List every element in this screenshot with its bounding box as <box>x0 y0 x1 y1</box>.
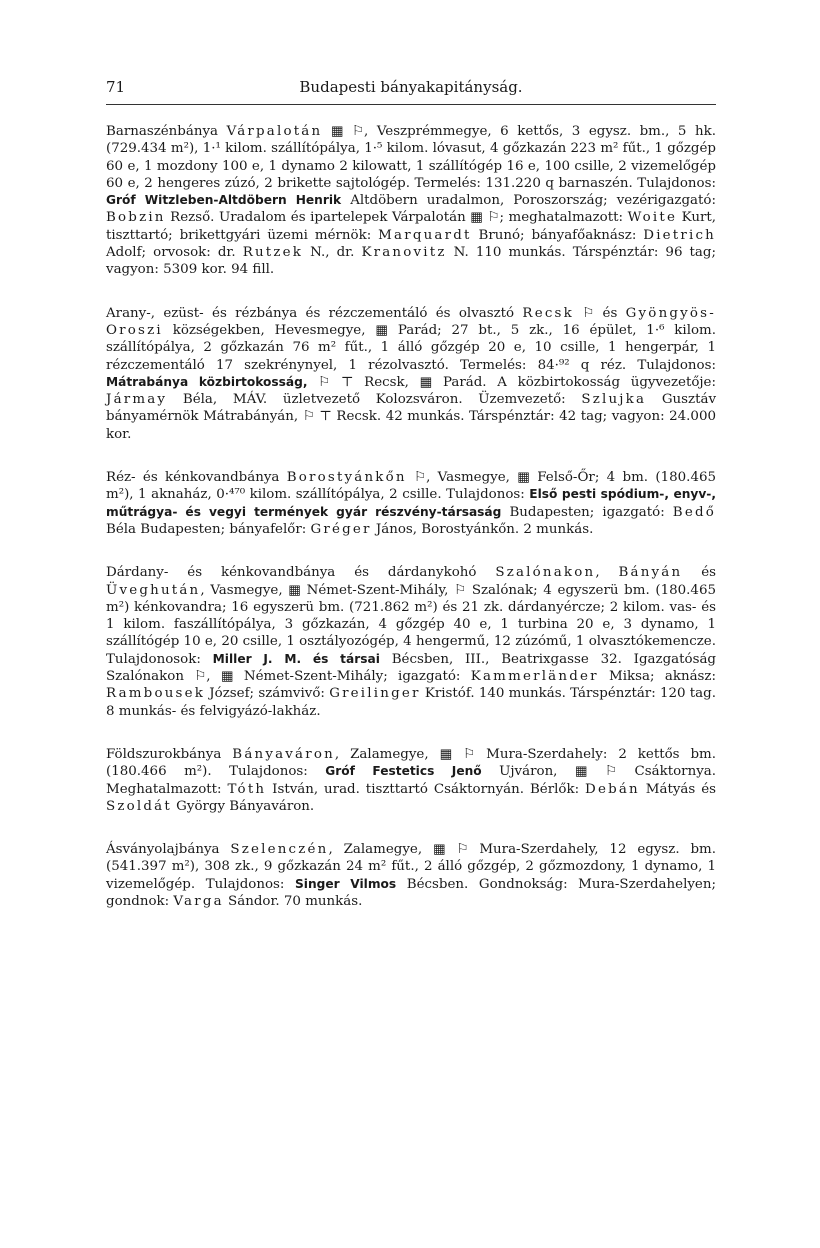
spaced-name: Dietrich <box>643 227 716 243</box>
entry-text-run: Sándor. 70 munkás. <box>223 893 363 909</box>
spaced-name: Woite <box>627 210 678 226</box>
entry-text <box>106 746 716 815</box>
spaced-name: Varga <box>173 893 224 909</box>
entry-text-run: György Bányaváron. <box>171 798 315 814</box>
entry-text-run: Béla, MÁV. üzletvezető Kolozsváron. Üzemvezető: <box>167 392 582 408</box>
entry-text-run: , <box>595 565 619 581</box>
owner-name: Mátrabánya közbirtokosság, <box>106 374 308 389</box>
running-title: Budapesti bányakapitányság. <box>299 78 523 96</box>
entry-text-run: ⚐, Vasmegye, ▦ Felső-Őr; 4 bm. (180.465 m²), 1 aknaház, 0·⁴⁷⁰ kilom. szállítópálya, 2 csille. Tulajdonos: <box>106 470 716 503</box>
entry-szalonak <box>106 564 716 720</box>
entry-text-run: Dárdany- és kénkovandbánya és dárdanykohó <box>106 565 496 581</box>
entry-text-run: Bécsben. Gondnokság: Mura-Szerdahelyen; gondnok: <box>106 876 716 909</box>
entry-banyavar <box>106 746 716 815</box>
entry-text <box>106 123 716 279</box>
entry-text-run: Arany-, ezüst- és rézbánya és rézczementáló és olvasztó <box>106 305 523 321</box>
spaced-name: Bobzin <box>106 210 166 226</box>
owner-name: Miller J. M. és társai <box>212 651 380 666</box>
spaced-name: Várpalotán <box>226 124 323 139</box>
spaced-name: Üveghután <box>106 582 201 598</box>
entry-text-run: Réz- és kénkovandbánya <box>106 470 287 486</box>
entry-text-run: , Zalamegye, ▦ ⚐ Mura-Szerdahely: 2 kettős bm. (180.466 m²). Tulajdonos: <box>106 746 716 780</box>
entry-text-run: Kurt, tiszttartó; brikettgyári üzemi mérnök: <box>106 210 716 243</box>
spaced-name: Borostyánkőn <box>286 470 407 486</box>
entry-text-run: Ásványolajbánya <box>106 842 231 858</box>
entry-text-run: Adolf; orvosok: dr. <box>106 245 243 261</box>
entry-text-run: Béla Budapesten; bányafelőr: <box>106 521 311 537</box>
entry-varpalota <box>106 123 716 279</box>
entry-text-run: ⚐ és <box>573 305 626 321</box>
entry-text-run: , Zalamegye, ▦ ⚐ Mura-Szerdahely, 12 egysz. bm. (541.397 m²), 308 zk., 9 gőzkazán 24 m² fűt., 2 álló gőzgép, 2 gőzmozdony, 1 dynamo, 1 vizemelőgép. Tulajdonos: <box>106 842 716 892</box>
spaced-name: Kranovitz <box>361 245 447 261</box>
page-number: 71 <box>106 78 126 96</box>
owner-name: Gróf Witzleben-Altdöbern Henrik <box>106 193 342 208</box>
owner-name: Gróf Festetics Jenő <box>325 764 482 779</box>
entry-text-run: Gusztáv bányamérnök Mátrabányán, ⚐ ⊤ Recsk. 42 munkás. Társpénztár: 42 tag; vagyon: 24.000 kor. <box>106 392 717 442</box>
page-header <box>106 78 716 105</box>
spaced-name: Greilinger <box>329 686 421 702</box>
entry-text-run: , Vasmegye, ▦ Német-Szent-Mihály, ⚐ Szalónak; 4 egyszerü bm. (180.465 m²) kénkovandra; 16 egyszerü bm. (721.862 m²) és 21 zk. dárdanyércze; 2 kilom. vas- és 1 kilom. faszállítópálya, 3 gőzkazán, 4 gőzgép 40 e, 1 turbina 20 e, 3 dynamo, 1 szállítógép 10 e, 20 csille, 1 osztályozógép, 4 hengermű, 12 zúzómű, 1 olvasztókemencze. Tulajdonosok: <box>106 582 716 667</box>
spaced-name: Gréger <box>310 521 372 537</box>
entry-text <box>106 564 716 720</box>
entry-text-run: Miksa; aknász: <box>598 669 716 685</box>
entry-text-run: Mátyás és <box>639 781 716 797</box>
entry-text-run: községekben, Hevesmegye, ▦ Parád; 27 bt., 5 zk., 16 épület, 1·⁶ kilom. szállítópálya, 2 gőzkazán 76 m² fűt., 1 álló gőzgép 20 e, 10 csille, 1 hengerpár, 1 rézczementáló 17 szekrénynyel, 1 rézolvasztó. Termelés: 84·⁹² q réz. Tulajdonos: <box>106 322 716 373</box>
entry-text-run: Bécsben, III., Beatrixgasse 32. Igazgatóság Szalónakon ⚐, ▦ Német-Szent-Mihály; igazgató: <box>106 651 717 685</box>
spaced-name: Bányaváron <box>232 746 335 762</box>
entry-borostyanko <box>106 469 716 538</box>
entry-text-run: István, urad. tiszttartó Csáktornyán. Bérlők: <box>266 781 586 797</box>
entry-text-run: Földszurokbánya <box>106 746 233 762</box>
entry-text-run: József; számvivő: <box>205 686 330 702</box>
entry-text-run: Rezső. Uradalom és ipartelepek Várpalotán ▦ ⚐; meghatalmazott: <box>165 210 628 226</box>
entry-text <box>106 841 716 910</box>
document-page <box>106 78 716 936</box>
spaced-name: Rambousek <box>106 686 206 702</box>
spaced-name: Rutzek <box>242 245 304 261</box>
entry-text-run: és <box>682 565 716 581</box>
spaced-name: Kammerländer <box>470 669 599 685</box>
entry-text-run: Barnaszénbánya <box>106 124 227 139</box>
spaced-name: Szlujka <box>581 392 647 408</box>
spaced-name: Bányán <box>618 565 683 581</box>
spaced-name: Szoldát <box>106 798 172 814</box>
entry-text-run: N., dr. <box>303 245 362 261</box>
spaced-name: Recsk <box>522 305 574 321</box>
spaced-name: Gyöngyös-Oroszi <box>106 305 716 338</box>
spaced-name: Marquardt <box>378 227 472 243</box>
entry-text-run: ⚐ ⊤ Recsk, ▦ Parád. A közbirtokosság ügyvezetője: <box>307 374 716 390</box>
entry-recsk <box>106 305 716 443</box>
spaced-name: Szelenczén <box>230 842 329 858</box>
owner-name: Singer Vilmos <box>295 876 397 891</box>
entry-text-run: Ujváron, ▦ ⚐ Csáktornya. Meghatalmazott: <box>106 764 717 797</box>
spaced-name: Tóth <box>227 781 267 797</box>
entry-list <box>106 123 716 910</box>
spaced-name: Debán <box>585 781 640 797</box>
entry-text-run: Brunó; bányafőaknász: <box>471 227 644 243</box>
entry-text-run: Altdöbern uradalmon, Poroszország; vezérigazgató: <box>341 193 716 209</box>
entry-text-run: Kristóf. 140 munkás. Társpénztár: 120 tag. 8 munkás- és felvigyázó-lakház. <box>106 686 716 719</box>
entry-text <box>106 469 716 538</box>
spaced-name: Szalónakon <box>495 565 596 581</box>
owner-name: Első pesti spódium-, enyv-, műtrágya- és vegyi termények gyár részvény-társaság <box>106 487 716 519</box>
entry-text-run: Budapesten; igazgató: <box>501 504 673 520</box>
spaced-name: Bedő <box>672 504 716 520</box>
entry-text-run: ▦ ⚐, Veszprémmegye, 6 kettős, 3 egysz. bm., 5 hk. (729.434 m²), 1·¹ kilom. szállítópálya, 1·⁵ kilom. lóvasut, 4 gőzkazán 223 m² fűt., 1 gőzgép 60 e, 1 mozdony 100 e, 1 dynamo 2 kilowatt, 1 szállítógép 16 e, 100 csille, 2 vizemelőgép 60 e, 2 hengeres zúzó, 2 brikette sajtológép. Termelés: 131.220 q barnaszén. Tulajdonos: <box>106 124 716 191</box>
entry-szelencze <box>106 841 716 910</box>
entry-text <box>106 305 716 443</box>
spaced-name: Jármay <box>106 392 168 408</box>
entry-text-run: János, Borostyánkőn. 2 munkás. <box>371 521 594 537</box>
entry-text-run: N. 110 munkás. Társpénztár: 96 tag; vagyon: 5309 kor. 94 fill. <box>106 245 716 278</box>
